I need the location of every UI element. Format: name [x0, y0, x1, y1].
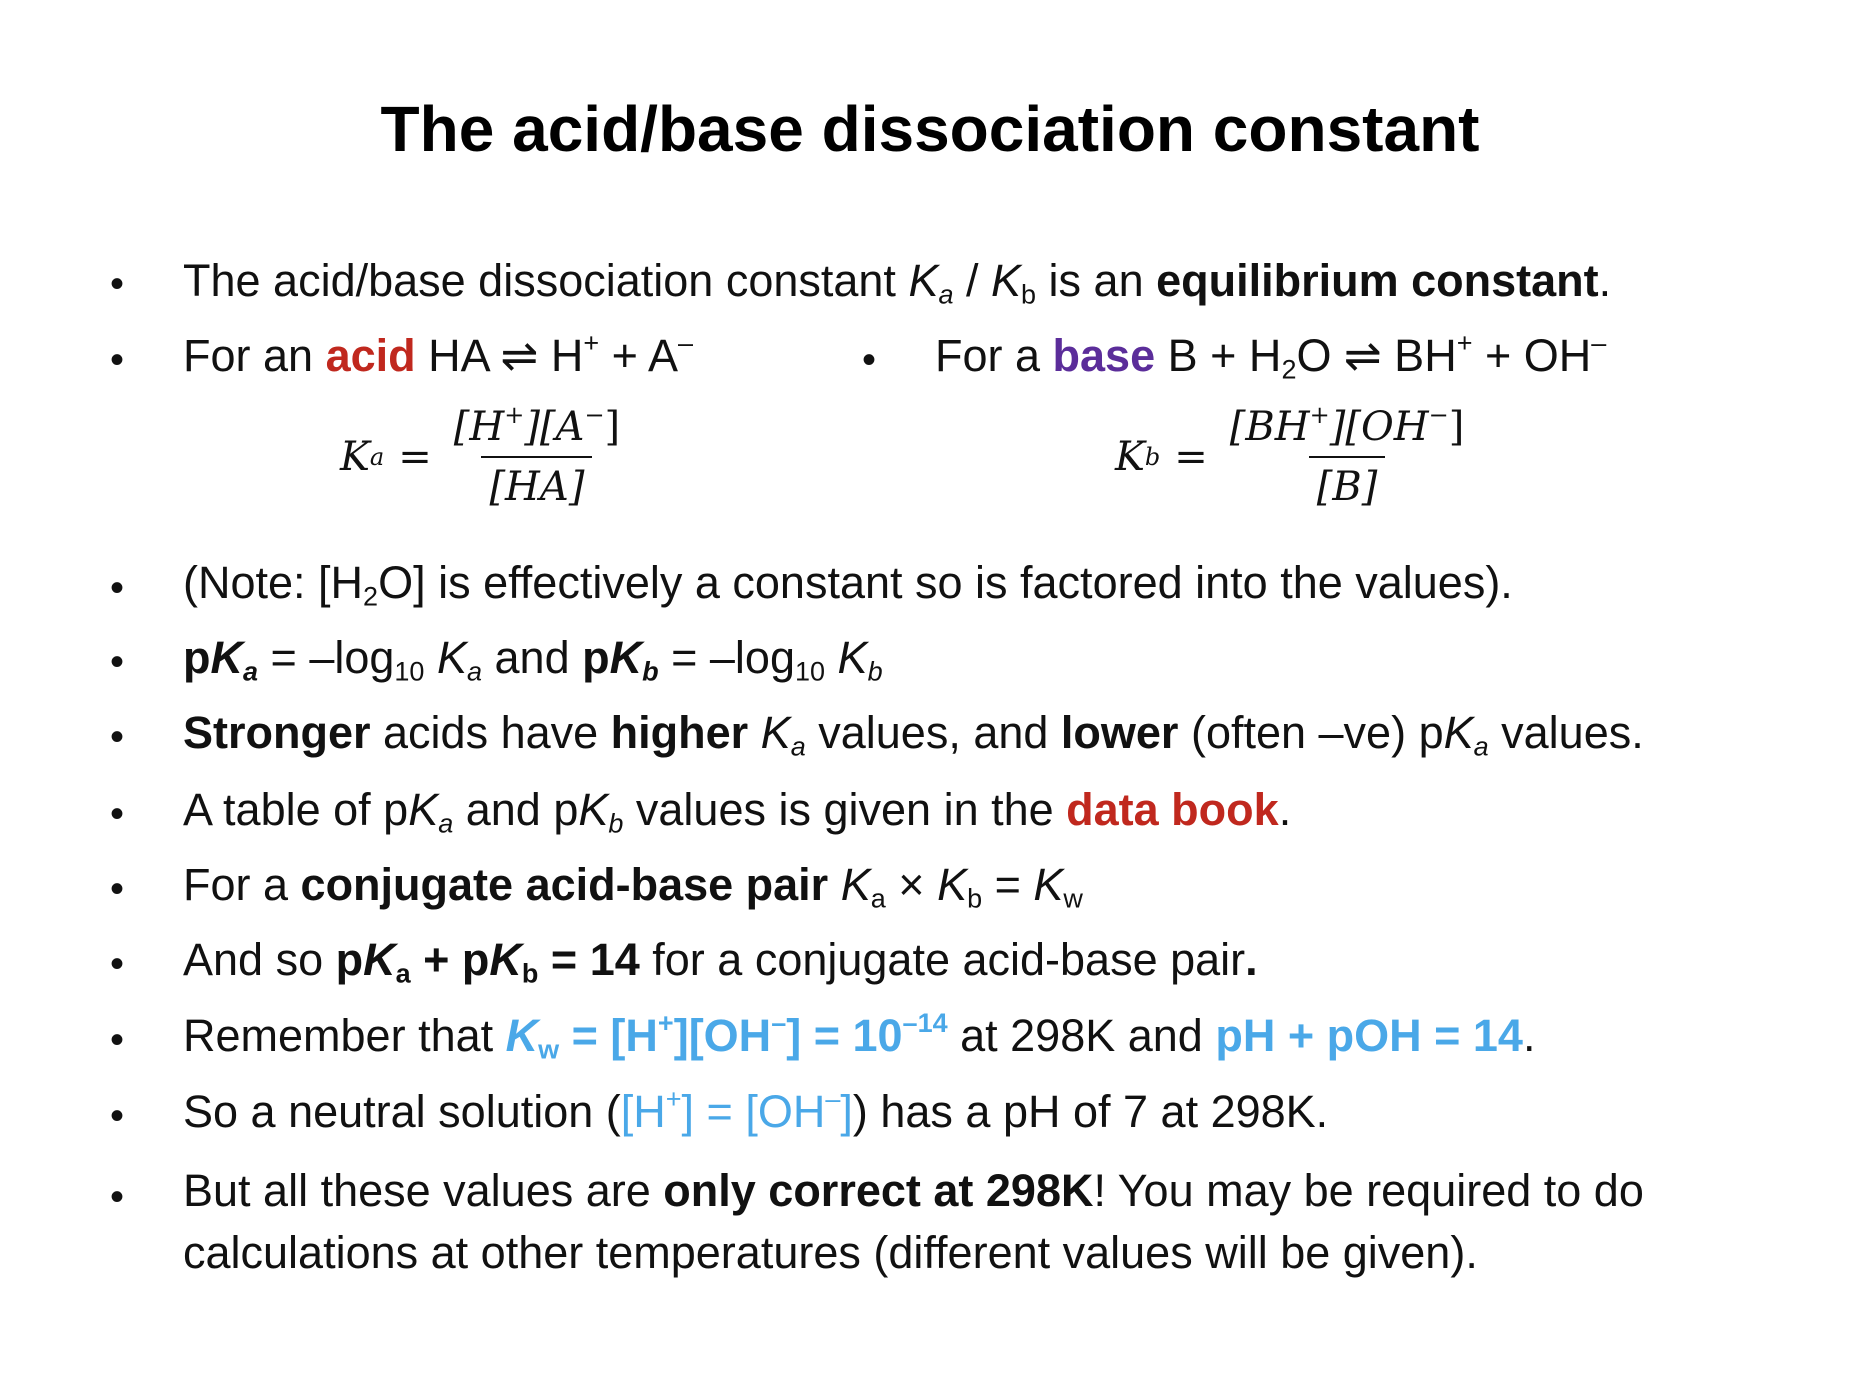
bullet: • [110, 942, 125, 986]
kb-denominator: [B] [1309, 456, 1386, 510]
bullet: • [110, 792, 125, 836]
pka-pkb-sum-line: And so $pK_a + pK_b = 14$ for a conjugate acid-base pair. [183, 934, 1258, 989]
bullet: • [110, 715, 125, 759]
ka-numerator: [H+][A−] [453, 401, 621, 450]
bullet: • [110, 1018, 125, 1062]
kw-reminder-line: Remember that $K_w = [H^+][OH^-] = 10^{-14}$ at 298K and pH + pOH = 14. [183, 1008, 1536, 1065]
base-equation-line: For a base $B + H_2O$ ⇌ BH+ + OH– [935, 328, 1607, 385]
pk-definition-line: $pK_a = -\log_{10}$ $K_a$ and $pK_b = -\log_{10}$ $K_b$ [183, 632, 883, 687]
bullet: • [110, 262, 125, 306]
bullet: • [862, 338, 877, 382]
temperature-caveat-line: But all these values are only correct at 298K! You may be required to do [183, 1165, 1644, 1216]
base-keyword: base [1052, 330, 1156, 381]
bullet: • [110, 1094, 125, 1138]
acid-keyword: acid [325, 330, 416, 381]
bullet: • [110, 640, 125, 684]
conjugate-pair-line: For a conjugate acid-base pair $K_a \times K_b = K_w$ [183, 859, 1083, 914]
kb-formula: K b = $\frac{[BH^+][OH^-]}{[B]}$ [1115, 404, 1472, 510]
kw-expression: $K_w = [H^+][OH^-] = 10^{-14}$ [505, 1008, 948, 1065]
stronger-acids-line: Stronger acids have higher $K_a$ values, and lower (often –ve) $pK_a$ values. [183, 707, 1644, 762]
bullet: • [110, 1175, 125, 1219]
bullet: • [110, 338, 125, 382]
temperature-caveat-line-2: calculations at other temperatures (different values will be given). [183, 1227, 1478, 1278]
page-title: The acid/base dissociation constant [380, 93, 1480, 165]
kb-numerator: [BH+][OH−] [1229, 401, 1465, 450]
neutral-condition: [H+] = [OH–] [620, 1084, 853, 1137]
bullet: • [110, 867, 125, 911]
ph-poh-expression: pH + pOH = 14 [1215, 1010, 1523, 1061]
note-line: (Note: $[H_2O]$ is effectively a constant so is factored into the values). [183, 557, 1513, 612]
definition-line: The acid/base dissociation constant $K_a / K_b$ is an equilibrium constant. [183, 255, 1612, 310]
ka-denominator: [HA] [481, 456, 592, 510]
ka-formula: K a = $\frac{[H^+][A^-]}{[HA]}$ [340, 404, 628, 510]
acid-equation-line: For an acid HA ⇌ H+ + A– [183, 328, 693, 381]
data-book-line: A table of $pK_a$ and $pK_b$ values is given in the data book. [183, 784, 1292, 839]
data-book-keyword: data book [1066, 784, 1279, 835]
bullet: • [110, 566, 125, 610]
neutral-solution-line: So a neutral solution ([H+] = [OH–]) has a pH of 7 at 298K. [183, 1084, 1329, 1137]
